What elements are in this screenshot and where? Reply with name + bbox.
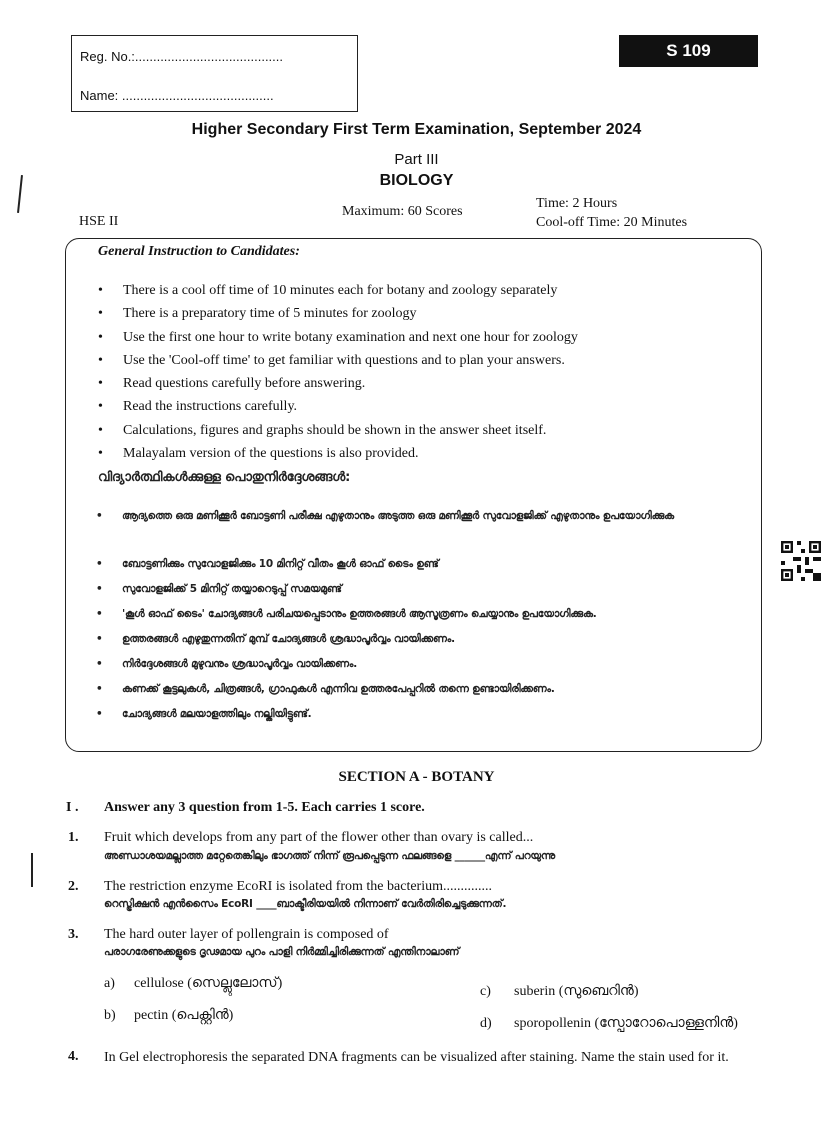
question-malayalam: റെസ്ട്രിക്ഷൻ എൻസൈം EcoRI ____ബാക്ടീരിയയിൽ നിന്നാണ് വേർതിരിച്ചെടുക്കുന്നത്. <box>104 898 507 910</box>
malayalam-instruction-item: • ചോദ്യങ്ങൾ മലയാളത്തിലും നല്കിയിട്ടുണ്ട്. <box>96 703 751 728</box>
instruction-item: • Malayalam version of the questions is also provided. <box>98 443 578 466</box>
option-text: pectin (പെക്റ്റിൻ) <box>134 1008 234 1023</box>
section-instruction <box>66 800 425 816</box>
question-text: Fruit which develops from any part of the flower other than ovary is called... <box>104 830 534 845</box>
registration-box <box>71 35 358 112</box>
option-label: d) <box>480 1016 492 1031</box>
section-instruction-text: Answer any 3 question from 1-5. Each carries 1 score. <box>104 800 425 815</box>
malayalam-instructions-list <box>96 505 751 728</box>
exam-title: Higher Secondary First Term Examination, September 2024 <box>191 121 642 138</box>
reg-no-field[interactable]: Reg. No.:......................................... <box>80 49 283 64</box>
malayalam-instruction-item: • ഉത്തരങ്ങൾ എഴുതുന്നതിന് മുമ്പ് ചോദ്യങ്ങൾ ശ്രദ്ധാപൂർവ്വം വായിക്കണം. <box>96 628 751 653</box>
cool-off-label: Cool-off Time: 20 Minutes <box>536 215 688 230</box>
malayalam-instructions-heading: വിദ്യാർത്ഥികൾക്കുള്ള പൊതുനിർദ്ദേശങ്ങൾ: <box>98 470 351 485</box>
question-text: The restriction enzyme EcoRI is isolated from the bacterium.............. <box>104 879 492 894</box>
level-label: HSE II <box>79 214 119 229</box>
instruction-item: • Calculations, figures and graphs should be shown in the answer sheet itself. <box>98 420 578 443</box>
instructions-heading: General Instruction to Candidates: <box>98 244 300 259</box>
paper-code-badge: S 109 <box>619 35 758 67</box>
malayalam-instruction-item: • സുവോളജിക്ക് 5 മിനിറ്റ് തയ്യാറെടുപ്പ് സമയമുണ്ട് <box>96 578 751 603</box>
instruction-item: • Read the instructions carefully. <box>98 396 578 419</box>
question-number: 2. <box>68 879 79 894</box>
option-label: a) <box>104 976 115 991</box>
margin-mark <box>31 853 33 887</box>
part-label: Part III <box>394 151 439 168</box>
option-text: sporopollenin (സ്പോറോപൊള്ളനിൻ) <box>514 1016 738 1031</box>
malayalam-instruction-item: • 'കൂൾ ഓഫ് ടൈം' ചോദ്യങ്ങൾ പരിചയപ്പെടാനും ഉത്തരങ്ങൾ ആസൂത്രണം ചെയ്യാനും ഉപയോഗിക്കുക. <box>96 603 751 628</box>
subject-title: BIOLOGY <box>379 172 454 189</box>
instruction-item: • There is a preparatory time of 5 minutes for zoology <box>98 303 578 326</box>
option-d <box>480 1016 738 1032</box>
question-number: 1. <box>68 830 79 845</box>
name-field[interactable]: Name: .......................................... <box>80 88 274 103</box>
malayalam-instruction-item: • ആദ്യത്തെ ഒരു മണിക്കൂർ ബോട്ടണി പരീക്ഷ എഴുതാനും അടുത്ത ഒരു മണിക്കൂർ സുവോളജിക്ക് എഴുതാനും ഉപയോഗിക്കുക <box>96 505 751 553</box>
max-score: Maximum: 60 Scores <box>342 204 463 219</box>
malayalam-instruction-item: • ബോട്ടണിക്കും സുവോളജിക്കും 10 മിനിറ്റ് വീതം കൂൾ ഓഫ് ടൈം ഉണ്ട് <box>96 553 751 578</box>
option-text: suberin (സുബെറിൻ) <box>514 984 639 999</box>
instructions-list <box>98 280 578 466</box>
option-b <box>104 1008 233 1024</box>
question-malayalam: അണ്ഡാശയമല്ലാത്ത മറ്റേതെങ്കിലും ഭാഗത്ത് നിന്ന് രൂപപ്പെടുന്ന ഫലങ്ങളെ ______എന്ന് പറയുന്നു <box>104 850 555 862</box>
option-label: c) <box>480 984 491 999</box>
qr-code-icon <box>781 541 821 581</box>
option-text: cellulose (സെല്ലുലോസ്) <box>134 976 283 991</box>
malayalam-instruction-item: • കണക്ക് കൂട്ടലുകൾ, ചിത്രങ്ങൾ, ഗ്രാഫുകൾ എന്നിവ ഉത്തരപേപ്പറിൽ തന്നെ ഉണ്ടായിരിക്കണം. <box>96 678 751 703</box>
malayalam-instruction-item: • നിർദ്ദേശങ്ങൾ മുഴുവനും ശ്രദ്ധാപൂർവ്വം വായിക്കണം. <box>96 653 751 678</box>
instruction-item: • Use the first one hour to write botany examination and next one hour for zoology <box>98 327 578 350</box>
instruction-item: • There is a cool off time of 10 minutes each for botany and zoology separately <box>98 280 578 303</box>
question-malayalam: പരാഗരേണുക്കളുടെ ദൃഢമായ പുറം പാളി നിർമ്മിച്ചിരിക്കുന്നത് എന്തിനാലാണ് <box>104 946 460 958</box>
section-instruction-number: I . <box>66 800 79 815</box>
question-text: In Gel electrophoresis the separated DNA fragments can be visualized after staining. Name the stain used for it. <box>104 1050 729 1065</box>
question-number: 3. <box>68 927 79 942</box>
option-label: b) <box>104 1008 116 1023</box>
instruction-item: • Read questions carefully before answering. <box>98 373 578 396</box>
section-title: SECTION A - BOTANY <box>338 769 495 785</box>
time-block <box>536 194 687 232</box>
time-label: Time: 2 Hours <box>536 196 618 211</box>
question-number: 4. <box>68 1049 79 1064</box>
instruction-item: • Use the 'Cool-off time' to get familiar with questions and to plan your answers. <box>98 350 578 373</box>
option-a <box>104 976 282 992</box>
option-c <box>480 984 639 1000</box>
question-text: The hard outer layer of pollengrain is composed of <box>104 927 389 942</box>
